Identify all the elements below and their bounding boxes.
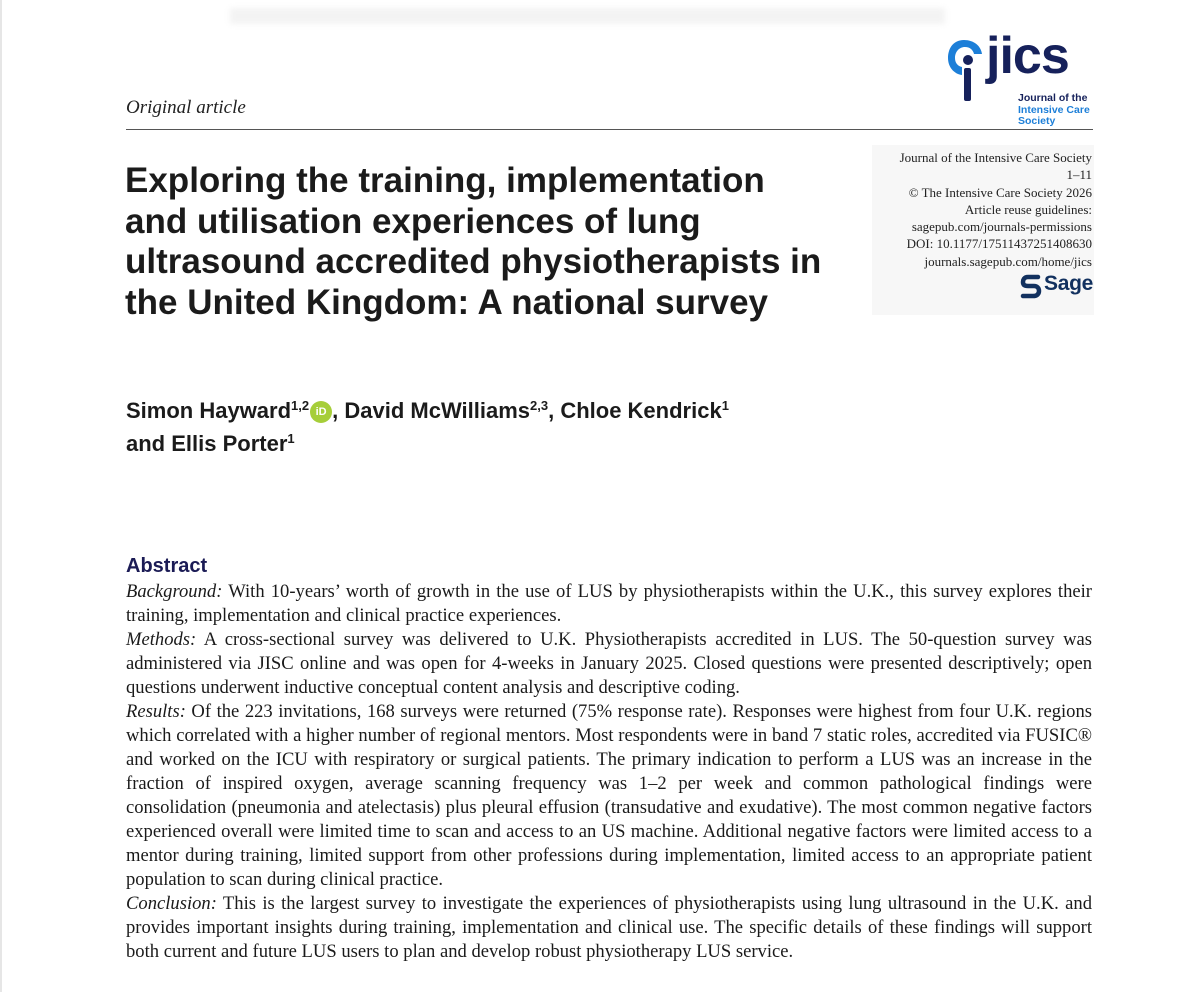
article-metadata (868, 149, 1092, 270)
author-separator: , (548, 398, 561, 423)
abstract-results (126, 700, 1092, 892)
title-line: the United Kingdom: A national survey (125, 282, 769, 322)
sage-logo (1020, 272, 1096, 300)
author-separator: and (126, 431, 172, 456)
logo-subtitle-line2: Intensive Care (1018, 103, 1090, 116)
scan-shadow (230, 8, 945, 24)
article-title (125, 161, 845, 323)
author-affiliation: 2,3 (530, 398, 549, 413)
author-name: Ellis Porter (171, 431, 288, 456)
section-label: Background: (126, 581, 223, 602)
section-label: Conclusion: (126, 893, 217, 914)
sage-s-icon (1020, 273, 1042, 299)
orcid-icon[interactable]: iD (310, 401, 332, 423)
logo-wordmark: jics (986, 27, 1069, 85)
sage-wordmark: Sage (1044, 272, 1093, 295)
abstract-heading: Abstract (126, 555, 208, 577)
section-text: A cross-sectional survey was delivered to U.K. Physiotherapists accredited in LUS. The 50-question survey was administered via JISC online and was open for 4-weeks in January 2025. Closed questions were presented descriptively; open questions underwent inductive conceptual content analysis and descriptive coding. (126, 629, 1092, 698)
abstract-methods (126, 628, 1092, 700)
section-text: With 10-years’ worth of growth in the use of LUS by physiotherapists within the U.K., this survey explores their training, implementation and clinical practice experiences. (126, 581, 1092, 626)
author-affiliation: 1 (721, 398, 729, 413)
abstract-background (126, 580, 1092, 628)
meta-home-link[interactable]: journals.sagepub.com/home/jics (924, 253, 1092, 269)
title-line: Exploring the training, implementation (125, 161, 765, 200)
author-name: Simon Hayward (126, 398, 292, 423)
meta-reuse-label: Article reuse guidelines: (964, 201, 1092, 217)
author-separator: , (332, 398, 345, 423)
section-label: Results: (126, 701, 186, 722)
meta-doi[interactable]: DOI: 10.1177/17511437251408630 (906, 236, 1092, 252)
meta-pages: 1–11 (1066, 167, 1092, 183)
abstract-body (126, 580, 1092, 964)
abstract-conclusion (126, 892, 1092, 964)
section-text: This is the largest survey to investigate the experiences of physiotherapists using lung ultrasound in the U.K. and provides important insights during training, implementation and clinical use. The specific details of these findings will support both current and future LUS users to plan and develop robust physiotherapy LUS service. (126, 893, 1092, 962)
logo-subtitle-line3: Society (1018, 115, 1056, 127)
logo-subtitle (1018, 93, 1098, 128)
header-rule (126, 129, 1093, 130)
title-line: ultrasound accredited physiotherapists in (125, 242, 822, 281)
section-label: Methods: (126, 629, 197, 650)
author-affiliation: 1 (287, 431, 295, 446)
logo-subtitle-line1: Journal of the (1018, 92, 1088, 104)
meta-copyright: © The Intensive Care Society 2026 (908, 184, 1092, 200)
meta-journal: Journal of the Intensive Care Society (899, 150, 1092, 165)
meta-reuse-link[interactable]: sagepub.com/journals-permissions (911, 219, 1092, 235)
author-name: Chloe Kendrick (560, 398, 722, 423)
author-list (126, 392, 846, 458)
author-name: David McWilliams (344, 398, 530, 423)
journal-logo (946, 27, 1096, 128)
article-type: Original article (126, 97, 246, 118)
title-line: and utilisation experiences of lung (125, 201, 701, 241)
section-text: Of the 223 invitations, 168 surveys were returned (75% response rate). Responses were highest from four U.K. regions which correlated with a higher number of regional mentors. Most respondents were in band 7 static roles, accredited via FUSIC® and worked on the ICU with respiratory or surgical patients. The primary indication to perform a LUS was an increase in the fraction of inspired oxygen, average scanning frequency was 1–2 per week and common pathological findings were consolidation (pneumonia and atelectasis) plus pleural effusion (transudative and exudative). The most common negative factors experienced overall were limited time to scan and access to an US machine. Additional negative factors were limited access to a mentor during training, limited support from other professions during implementation, limited access to an appropriate patient population to scan during clinical practice. (126, 701, 1092, 890)
author-affiliation: 1,2 (291, 398, 310, 413)
page-edge (0, 0, 2, 992)
